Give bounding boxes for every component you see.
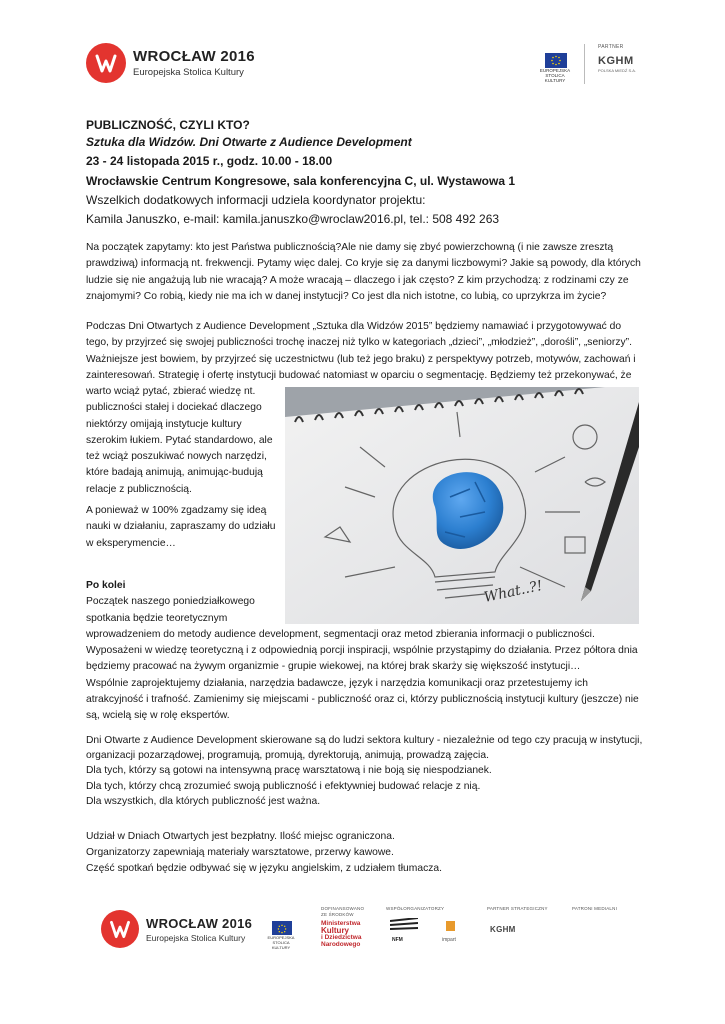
- ministry-line: i Dziedzictwa: [321, 934, 362, 941]
- text-line: nauki w działaniu, zapraszamy do udziału: [86, 521, 276, 533]
- footer-logo-title: WROCŁAW 2016: [146, 916, 253, 931]
- text-line: A ponieważ w 100% zgadzamy się ideą: [86, 505, 267, 516]
- text-line: organizacji pozarządowej, programują, promują, dyrektorują, animują, prowadzą zajęcia.: [86, 750, 489, 762]
- footer-logo-subtitle: Europejska Stolica Kultury: [146, 933, 246, 943]
- impart-logo-icon: [446, 921, 455, 931]
- text-line: które badają animują, animując-budują: [86, 467, 263, 479]
- text-line: Dni Otwarte z Audience Development skierowane są do ludzi sektora kultury - niezależnie od tego czy pracują w instytucji,: [86, 735, 643, 746]
- text-line: Udział w Dniach Otwartych jest bezpłatny. Ilość miejsc ograniczona.: [86, 831, 395, 842]
- text-line: są, wcielą się w rolę ekspertów.: [86, 710, 230, 722]
- text-line: ludzie się nie angażują lub nie wracają? A może wracają – dlaczego i jak często? Z kim przychodzą: z rodzinami czy ze: [86, 274, 629, 286]
- photo-note-text: What..?!: [482, 577, 544, 606]
- partner-label: PARTNER: [598, 44, 624, 50]
- event-info: Wszelkich dodatkowych informacji udziela koordynator projektu:: [86, 192, 426, 207]
- nfm-logo-icon: [390, 918, 418, 939]
- footer-eu-caption: EUROPEJSKA STOLICA KULTURY: [267, 935, 295, 950]
- text-line: wprowadzeniem do metody audience development, segmentacji oraz metod zbierania informacji o publiczności.: [86, 628, 595, 640]
- text-line: Dla wszystkich, dla których publiczność jest ważna.: [86, 795, 321, 807]
- kghm-footer-logo: KGHM: [490, 925, 516, 934]
- text-line: Część spotkań będzie odbywać się w języku angielskim, z udziałem tłumacza.: [86, 863, 442, 874]
- text-line: Podczas Dni Otwartych z Audience Development „Sztuka dla Widzów 2015” będziemy namawiać i przygotowywać do: [86, 321, 622, 332]
- text-line: niektórzy omijają instytucje kultury: [86, 418, 242, 430]
- strategic-partner-label: PARTNER STRATEGICZNY: [487, 906, 548, 911]
- text-line: prawdziwą) informacją nt. frekwencji. Pytamy więc dalej. Co kryje się za danymi liczbowymi? Jakie są powody, dla których: [86, 258, 641, 270]
- po-kolei-section: [86, 578, 639, 725]
- participation-paragraph: [86, 829, 442, 877]
- text-line: warto wciąż pytać, zbierać wiedzę nt.: [86, 386, 256, 397]
- text-line: Dla tych, którzy są gotowi na intensywną pracę warsztatową i nie boją się niespodzianek.: [86, 765, 492, 777]
- intro-paragraph: [86, 240, 641, 305]
- text-line: Organizatorzy zapewniają materiały warsztatowe, przerwy kawowe.: [86, 847, 394, 858]
- text-line: tego, by przyjrzeć się swojej publiczności trochę inaczej niż tylko w kategoriach „dzieci”, „młodzież”, „dorośli”, „seniorzy”.: [86, 337, 632, 349]
- logo-subtitle: Europejska Stolica Kultury: [133, 67, 244, 78]
- funded-label: DOFINANSOWANO ZE ŚRODKÓW: [321, 906, 365, 917]
- audience-paragraph: [86, 733, 642, 809]
- event-title: PUBLICZNOŚĆ, CZYLI KTO?: [86, 118, 250, 132]
- ministry-line: Narodowego: [321, 941, 361, 948]
- text-line: zainteresowań. Strategię i ofertę instytucji budować natomiast w oparciu o segmentację. Będziemy też przekonywać, że: [86, 369, 632, 381]
- eu-flag-icon: [272, 921, 292, 935]
- kghm-logo: KGHM: [598, 55, 634, 67]
- impart-name: impart: [442, 937, 456, 943]
- segmentation-paragraph: [86, 319, 636, 384]
- event-heading: [86, 117, 515, 228]
- media-patrons-label: PATRONI MEDIALNI: [572, 906, 618, 911]
- logo-title: WROCŁAW 2016: [133, 48, 255, 65]
- text-line: też wciąż poszukiwać nowych narzędzi,: [86, 451, 267, 463]
- segmentation-paragraph-narrow: [86, 384, 273, 498]
- eu-caption: EUROPEJSKA STOLICA KULTURY: [539, 68, 571, 83]
- ministry-line: Kultury: [321, 926, 349, 935]
- text-line: publiczności stałej i dociekać dlaczego: [86, 402, 262, 414]
- event-venue: Wrocławskie Centrum Kongresowe, sala konferencyjna C, ul. Wystawowa 1: [86, 173, 516, 188]
- eu-flag-icon: [545, 53, 567, 68]
- partner-caption: POLSKA MIEDŹ S.A.: [598, 68, 637, 73]
- coorganizers-label: WSPÓŁORGANIZATORZY: [386, 906, 445, 911]
- experiment-paragraph: [86, 503, 275, 552]
- text-line: Na początek zapytamy: kto jest Państwa publicznością?Ale nie damy się zbyć powierzchowną (i nie zawsze zresztą: [86, 242, 614, 253]
- header-divider: [584, 44, 585, 84]
- wroclaw-logo-icon: [86, 43, 126, 83]
- text-line: Dla tych, którzy chcą zrozumieć swoją publiczność i efektywniej budować relacje z nią.: [86, 780, 481, 792]
- text-line: Początek naszego poniedziałkowego: [86, 596, 255, 608]
- text-line: spotkania będzie teoretycznym: [86, 612, 228, 624]
- text-line: atrakcyjność i trafność. Zamienimy się miejscami - publiczność oraz ci, którzy publicznością instytucji kultury (jeszcze) nie: [86, 694, 639, 706]
- text-line: szerokim łukiem. Pytać standardowo, ale: [86, 434, 273, 446]
- section-heading: Po kolei: [86, 580, 126, 591]
- text-line: Ważniejsze jest bowiem, by przyjrzeć się uczestnictwu (lub też jego braku) z perspektywy potrzeb, motywów, zachowań i: [86, 353, 636, 365]
- text-line: znajomymi? Co robią, kiedy nie ma ich w danej instytucji? Co jest dla nich istotne, co lubią, co uprzykrza im życie?: [86, 290, 607, 302]
- text-line: relacje z publicznością.: [86, 483, 192, 495]
- event-contact: Kamila Januszko, e-mail: kamila.januszko@wroclaw2016.pl, tel.: 508 492 263: [86, 212, 500, 227]
- text-line: będziemy pracować na żywym organizmie - grupie wiekowej, na której brak skarży się większość instytucji…: [86, 661, 581, 673]
- ministry-line: Ministerstwa: [321, 920, 361, 927]
- event-subtitle: Sztuka dla Widzów. Dni Otwarte z Audience Development: [86, 135, 412, 150]
- text-line: Wspólnie zaprojektujemy działania, narzędzia badawcze, język i narzędzia komunikacji oraz przetestujemy ich: [86, 677, 588, 689]
- wroclaw-logo-icon: [101, 910, 139, 948]
- text-line: w eksperymencie…: [86, 537, 176, 549]
- nfm-name: NFM: [392, 937, 403, 943]
- text-line: Wyposażeni w wiedzę teoretyczną i z odpowiednią porcji inspiracji, wspólnie przystąpimy do działania. Przez półtora dnia: [86, 645, 638, 657]
- ministry-logo: [321, 920, 361, 948]
- event-date: 23 - 24 listopada 2015 r., godz. 10.00 - 18.00: [86, 154, 333, 169]
